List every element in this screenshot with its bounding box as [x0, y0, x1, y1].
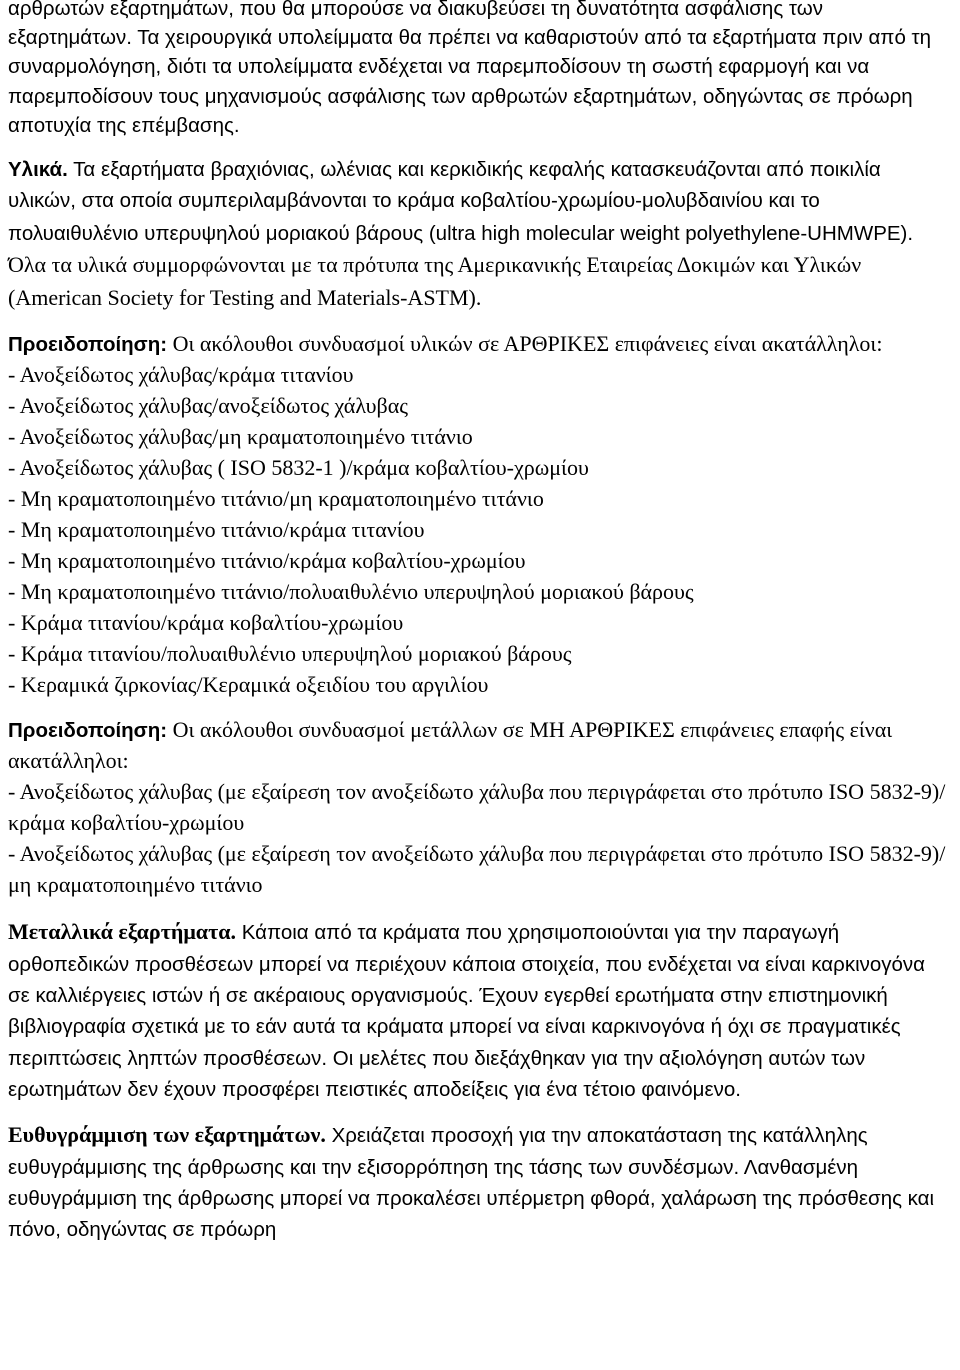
- alignment-heading: Ευθυγράμμιση των εξαρτημάτων.: [8, 1122, 326, 1148]
- articular-combinations-list: [8, 359, 952, 700]
- warning-non-articular-paragraph: [8, 714, 952, 776]
- materials-paragraph: [8, 154, 952, 314]
- list-item: - Ανοξείδωτος χάλυβας (με εξαίρεση τον ανοξείδωτο χάλυβα που περιγράφεται στο πρότυπο ISO 5832-9)/μη κραματοποιημένο τιτάνιο: [8, 841, 946, 898]
- warning-articular-paragraph: [8, 328, 952, 359]
- list-item: - Κεραμικά ζιρκονίας/Κεραμικά οξειδίου του αργιλίου: [8, 672, 489, 698]
- list-item: - Ανοξείδωτος χάλυβας ( ISO 5832-1 )/κράμα κοβαλτίου-χρωμίου: [8, 455, 589, 481]
- warning-non-articular-heading: Προειδοποίηση:: [8, 719, 168, 743]
- alignment-text: Χρειάζεται προσοχή για την αποκατάσταση της κατάλληλης ευθυγράμμισης της άρθρωσης και την εξισορρόπηση της τάσης των συνδέσμων. Λανθασμένη ευθυγράμμιση της άρθρωσης μπορεί να προκαλέσει υπέρμετρη φθορά, χαλάρωση της πρόσθεσης και πόνο, οδηγώντας σε πρόωρη: [8, 1124, 935, 1242]
- warning-articular-heading: Προειδοποίηση:: [8, 333, 168, 357]
- materials-heading: Υλικά.: [8, 158, 68, 182]
- intro-text: αρθρωτών εξαρτημάτων, που θα μπορούσε να διακυβεύσει τη δυνατότητα ασφάλισης των εξαρτημάτων. Τα χειρουργικά υπολείμματα θα πρέπει να καθαριστούν από τα εξαρτήματα πριν από τη συναρμολόγηση, διότι τα υπολείμματα ενδέχεται να παρεμποδίσουν τη σωστή εφαρμογή και να παρεμποδίσουν τους μηχανισμούς ασφάλισης των αρθρωτών εξαρτημάτων, οδηγώντας σε πρόωρη αποτυχία της επέμβασης.: [8, 0, 932, 137]
- list-item: - Ανοξείδωτος χάλυβας/ανοξείδωτος χάλυβας: [8, 393, 408, 419]
- list-item: - Μη κραματοποιημένο τιτάνιο/κράμα τιτανίου: [8, 517, 425, 543]
- metal-components-text: Κάποια από τα κράματα που χρησιμοποιούνται για την παραγωγή ορθοπεδικών προσθέσεων μπορεί να περιέχουν κάποια στοιχεία, που ενδέχεται να είναι καρκινογόνα σε καλλιέργειες ιστών ή σε ακέραιους οργανισμούς. Έχουν εγερθεί ερωτήματα στην επιστημονική βιβλιογραφία σχετικά με το εάν αυτά τα κράματα μπορεί να είναι καρκινογόνα ή όχι σε πραγματικές περιπτώσεις ληπτών προσθέσεων. Οι μελέτες που διεξάχθηκαν για την αξιολόγηση αυτών των ερωτημάτων δεν έχουν προσφέρει πειστικές αποδείξεις για ένα τέτοιο φαινόμενο.: [8, 921, 926, 1101]
- list-item: - Ανοξείδωτος χάλυβας/μη κραματοποιημένο τιτάνιο: [8, 424, 473, 450]
- non-articular-combinations-list: [8, 776, 952, 900]
- intro-paragraph: [8, 0, 952, 140]
- list-item: - Μη κραματοποιημένο τιτάνιο/κράμα κοβαλτίου-χρωμίου: [8, 548, 526, 574]
- list-item: - Κράμα τιτανίου/πολυαιθυλένιο υπερυψηλού μοριακού βάρους: [8, 641, 572, 667]
- metal-components-heading: Μεταλλικά εξαρτήματα.: [8, 919, 236, 945]
- list-item: - Ανοξείδωτος χάλυβας/κράμα τιτανίου: [8, 362, 354, 388]
- list-item: - Μη κραματοποιημένο τιτάνιο/πολυαιθυλένιο υπερυψηλού μοριακού βάρους: [8, 579, 694, 605]
- warning-non-articular-text: Οι ακόλουθοι συνδυασμοί μετάλλων σε ΜΗ ΑΡΘΡΙΚΕΣ επιφάνειες επαφής είναι ακατάλληλοι:: [8, 717, 893, 774]
- warning-articular-text: Οι ακόλουθοι συνδυασμοί υλικών σε ΑΡΘΡΙΚΕΣ επιφάνειες είναι ακατάλληλοι:: [167, 331, 883, 357]
- alignment-paragraph: [8, 1119, 952, 1245]
- list-item: - Κράμα τιτανίου/κράμα κοβαλτίου-χρωμίου: [8, 610, 404, 636]
- list-item: - Μη κραματοποιημένο τιτάνιο/μη κραματοποιημένο τιτάνιο: [8, 486, 544, 512]
- materials-text: Τα εξαρτήματα βραχιόνιας, ωλένιας και κερκιδικής κεφαλής κατασκευάζονται από ποικιλία υλικών, στα οποία συμπεριλαμβάνονται το κράμα κοβαλτίου-χρωμίου-μολυβδαινίου και το πολυαιθυλένιο υπερυψηλού μοριακού βάρους (ultra high molecular weight polyethylene-UHMWPE).: [8, 158, 914, 245]
- metal-components-paragraph: [8, 916, 952, 1105]
- list-item: - Ανοξείδωτος χάλυβας (με εξαίρεση τον ανοξείδωτο χάλυβα που περιγράφεται στο πρότυπο ISO 5832-9)/κράμα κοβαλτίου-χρωμίου: [8, 779, 946, 836]
- materials-standards-text: Όλα τα υλικά συμμορφώνονται με τα πρότυπα της Αμερικανικής Εταιρείας Δοκιμών και Υλικών (American Society for Testing and Materials-ASTM).: [8, 252, 862, 310]
